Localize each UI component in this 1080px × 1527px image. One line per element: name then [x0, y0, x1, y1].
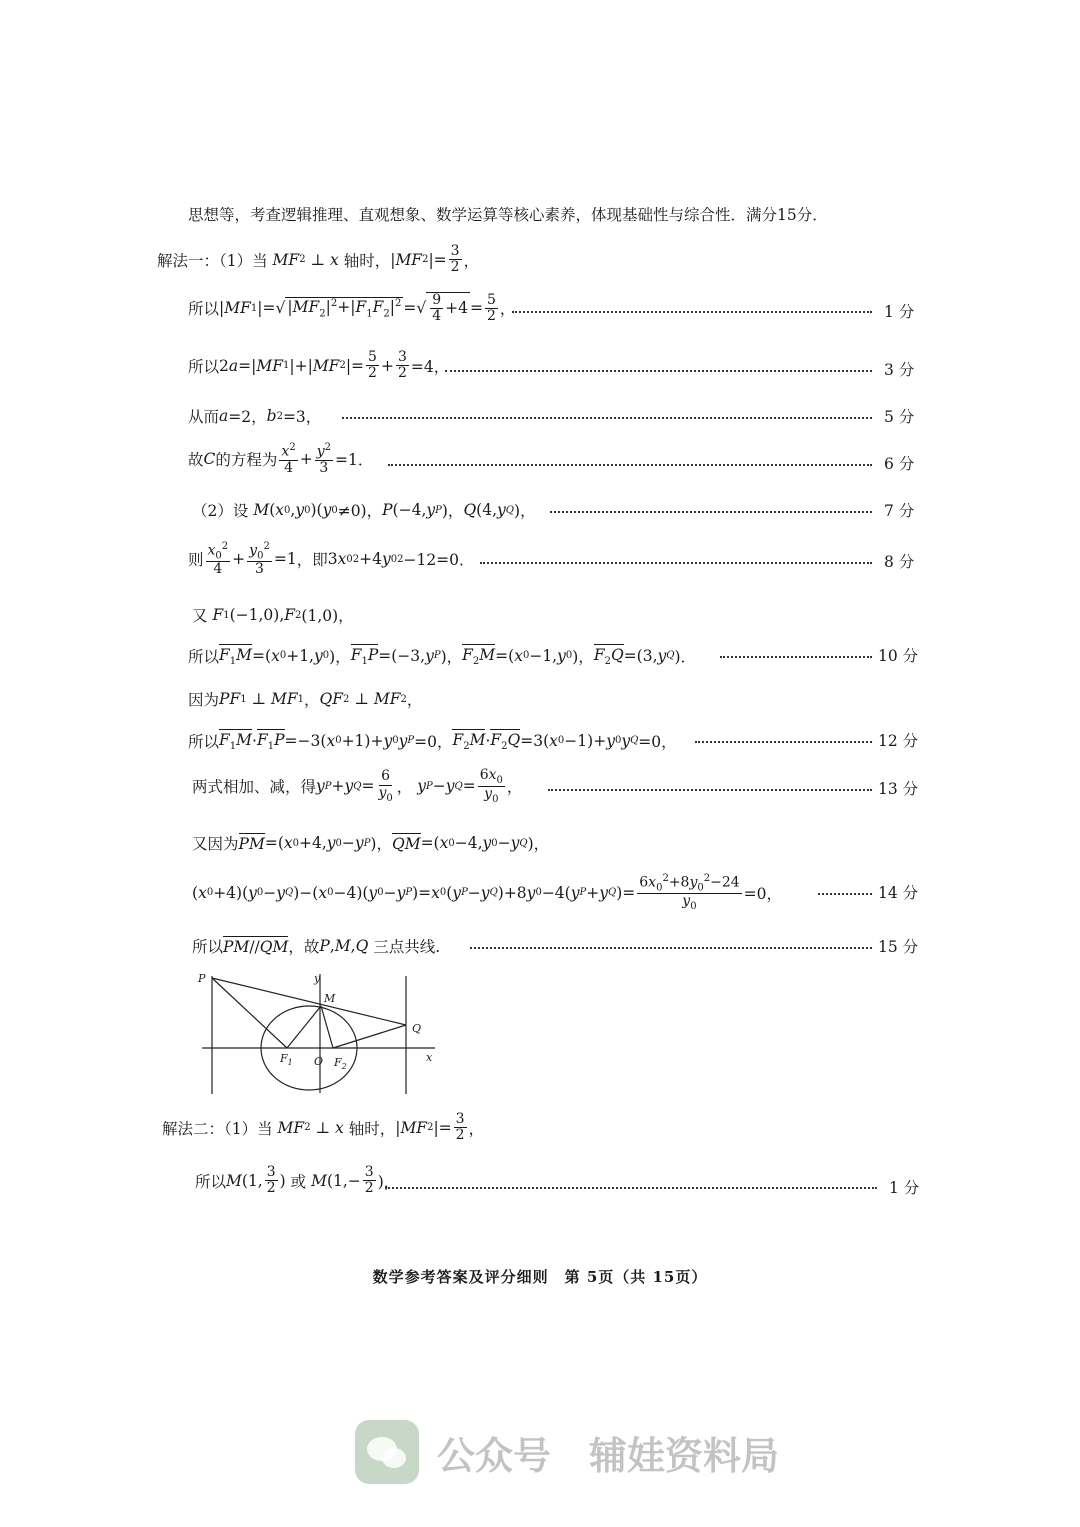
- score-step-11: 13 分: [878, 780, 919, 798]
- step-8-prefix: 所以: [188, 647, 220, 666]
- line-pf1: [212, 978, 287, 1048]
- dotted-leader: [445, 370, 872, 372]
- method1-title: 解法一：（1）当 MF 2 ⊥ x 轴时， | MF 2 |= $\frac{3}{2}$ ，: [157, 243, 480, 276]
- step-6: 则 $\frac{x_0^2}{4}$ + $\frac{y_0^2}{3}$ =1 ，即 3 x 0 2 +4 y 0 2 −12=0．: [188, 541, 475, 578]
- step-6-prefix: 则: [188, 551, 204, 570]
- step-7-prefix: 又: [192, 607, 208, 625]
- line-f1m: [287, 1006, 321, 1048]
- step-7: 又 F 1 (−1,0), F 2 (1,0)，: [192, 606, 354, 625]
- step-14-mid: ，故: [288, 938, 320, 956]
- score-step-1: 1 分: [884, 303, 915, 321]
- wechat-icon: [355, 1420, 419, 1484]
- dotted-leader: [385, 1187, 877, 1189]
- score-step-5: 7 分: [884, 502, 915, 520]
- score-step-14: 15 分: [878, 938, 919, 956]
- label-f1: $F_1$: [280, 1052, 293, 1067]
- method2-title: 解法二：（1）当 MF 2 ⊥ x 轴时， | MF 2 |= $\frac{3}{2}$ ，: [162, 1111, 485, 1144]
- dotted-leader: [480, 562, 872, 564]
- step-1-prefix: 所以: [188, 300, 220, 319]
- step-3: 从而 a =2， b 2 =3，: [188, 407, 322, 426]
- dotted-leader: [818, 893, 872, 895]
- step-2: 所以 2 a =| MF 1 |+| MF 2 |= $\frac{5}{2}$ + $\frac{3}{2}$ =4，: [188, 349, 450, 382]
- label-q: Q: [412, 1022, 422, 1035]
- step-14: 所以 PM//QM ，故 P , M , Q 三点共线.: [192, 937, 441, 956]
- method1-label: 解法一：（1）当: [157, 251, 268, 270]
- method2-step-1-mid: 或: [290, 1172, 307, 1191]
- step-12: 又因为 PM =( x 0 +4, y 0 − y P )， QM =( x 0 −4, y 0 − y Q )，: [192, 834, 550, 853]
- score-step-4: 6 分: [884, 455, 915, 473]
- label-x: x: [426, 1051, 433, 1064]
- label-p: P: [198, 972, 206, 985]
- method2-tail: 轴时，: [348, 1119, 396, 1138]
- label-m: M: [324, 992, 336, 1005]
- dotted-leader: [695, 741, 872, 743]
- dotted-leader: [470, 947, 872, 949]
- label-o: O: [314, 1055, 324, 1068]
- step-11-prefix: 两式相加、减，得: [192, 778, 317, 797]
- method2-step-1: 所以 M (1, $\frac{3}{2}$ ) 或 M (1,− $\frac{3}{2}$ )，: [195, 1164, 400, 1197]
- step-9: 因为 PF 1 ⊥ MF 1 ， QF 2 ⊥ MF 2 ，: [188, 690, 423, 709]
- label-f2: $F_2$: [334, 1056, 347, 1071]
- dotted-leader: [512, 311, 872, 313]
- step-5: （2）设 M ( x 0 , y 0 )( y 0 ≠0)， P (−4, y P )， Q (4, y Q )，: [192, 501, 536, 520]
- score-step-13: 14 分: [878, 884, 919, 902]
- step-12-prefix: 又因为: [192, 835, 239, 853]
- step-10: 所以 $F_1M$ · $F_1P$ =−3( x 0 +1)+ y 0 y P =0， $F_2M$ · $F_2Q$ =3( x 0 −1)+ y 0 y Q =0，: [188, 731, 677, 753]
- step-3-prefix: 从而: [188, 408, 220, 426]
- step-14-tail: 三点共线.: [373, 938, 441, 956]
- line-mf2: [321, 1006, 333, 1048]
- step-8: 所以 $F_1M$ =( x 0 +1, y 0 )， $F_1P$ =(−3, y P )， $F_2M$ =( x 0 −1, y 0 )， $F_2Q$ =(3, y Q )．: [188, 646, 697, 668]
- score-method2-step-1: 1 分: [889, 1179, 920, 1197]
- label-y: y: [314, 972, 321, 985]
- score-step-6: 8 分: [884, 553, 915, 571]
- dotted-leader: [550, 511, 872, 513]
- step-10-prefix: 所以: [188, 732, 220, 751]
- watermark: [355, 1420, 779, 1484]
- line-f2q: [333, 1025, 406, 1048]
- score-step-3: 5 分: [884, 408, 915, 426]
- step-11: 两式相加、减，得 y P + y Q = $\frac{6}{y_0}$ ， y P − y Q = $\frac{6x_0}{y_0}$ ，: [192, 767, 523, 805]
- method2-label: 解法二：（1）当: [162, 1119, 273, 1138]
- score-step-10: 12 分: [878, 732, 919, 750]
- step-13: ( x 0 +4)( y 0 − y Q )−( x 0 −4)( y 0 − y P )= x 0 ( y P − y Q )+8 y 0 −4( y P + y Q )= $\frac{6x_0^2+8y_0^2-24}{y_0}$ =0，: [192, 873, 783, 913]
- dotted-leader: [548, 789, 872, 791]
- step-4-prefix: 故: [188, 451, 204, 470]
- watermark-text: 公众号 辅娃资料局: [437, 1433, 780, 1478]
- dotted-leader: [342, 417, 872, 419]
- step-4: 故 C 的方程为 $\frac{x^2}{4}$ + $\frac{y^2}{3}$ =1．: [188, 442, 374, 477]
- intro-text: 思想等，考查逻辑推理、直观想象、数学运算等核心素养，体现基础性与综合性．满分15分．: [188, 206, 828, 224]
- page-footer: 数学参考答案及评分细则 第 5页（共 15页）: [372, 1268, 708, 1286]
- score-step-2: 3 分: [884, 361, 915, 379]
- step-1: 所以 | MF 1 |=√ $|MF_2|^2+|F_1F_2|^2$ =√ $\frac{9}{4}$ +4 = $\frac{5}{2}$ ，: [188, 291, 516, 325]
- method1-tail: 轴时，: [343, 251, 391, 270]
- dotted-leader: [388, 464, 872, 466]
- step-14-prefix: 所以: [192, 938, 224, 956]
- method2-step-1-prefix: 所以: [195, 1172, 227, 1191]
- step-5-prefix: （2）设: [192, 502, 249, 520]
- line-pq: [212, 978, 406, 1025]
- ellipse-diagram: [190, 968, 450, 1098]
- step-2-prefix: 所以: [188, 357, 220, 376]
- score-step-8: 10 分: [878, 647, 919, 665]
- step-9-prefix: 因为: [188, 691, 220, 709]
- step-6-mid: ，即: [296, 551, 328, 570]
- dotted-leader: [720, 656, 872, 658]
- step-4-mid: 的方程为: [215, 451, 278, 470]
